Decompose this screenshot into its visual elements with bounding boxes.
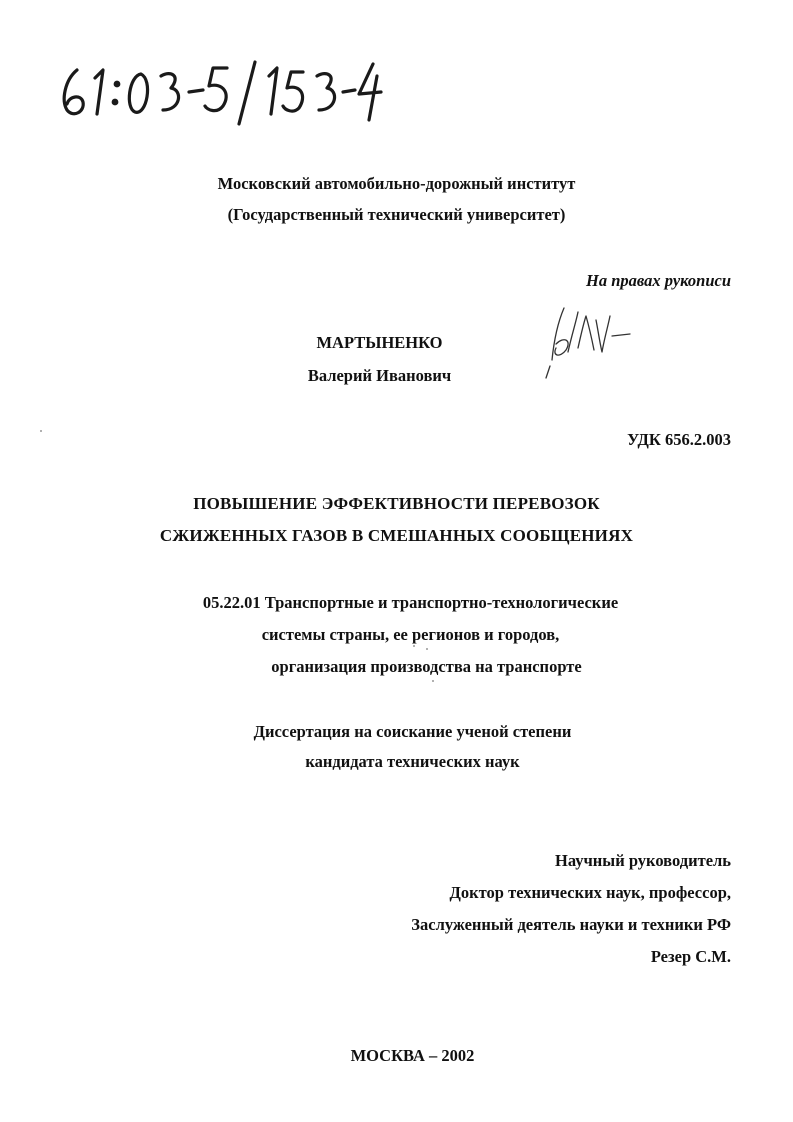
udk-code: УДК 656.2.003 [627, 430, 731, 449]
manuscript-note: На правах рукописи [586, 271, 731, 290]
degree-line-1: Диссертация на соискание ученой степени [253, 722, 572, 741]
supervisor-role: Научный руководитель [555, 851, 731, 870]
dissertation-title-line-1: ПОВЫШЕНИЕ ЭФФЕКТИВНОСТИ ПЕРЕВОЗОК [193, 494, 600, 513]
author-surname: МАРТЫНЕНКО [316, 333, 443, 352]
specialty-line-3: организация производства на транспорте [271, 657, 582, 676]
scan-speck [413, 645, 415, 647]
supervisor-degree: Доктор технических наук, профессор, [449, 883, 731, 902]
handwritten-archive-code [55, 58, 385, 128]
supervisor-honor: Заслуженный деятель науки и техники РФ [411, 915, 731, 934]
scan-speck [432, 680, 434, 682]
author-given-names: Валерий Иванович [307, 366, 452, 385]
supervisor-name: Резер С.М. [650, 947, 731, 966]
dissertation-title-line-2: СЖИЖЕННЫХ ГАЗОВ В СМЕШАННЫХ СООБЩЕНИЯХ [159, 526, 634, 545]
scan-speck [426, 648, 428, 650]
author-signature [538, 300, 648, 380]
institute-status: (Государственный технический университет) [227, 205, 566, 224]
scan-speck [40, 430, 42, 432]
city-year: МОСКВА – 2002 [350, 1046, 475, 1065]
specialty-line-1: 05.22.01 Транспортные и транспортно-технологические [202, 593, 619, 612]
specialty-line-2: системы страны, ее регионов и городов, [261, 625, 560, 644]
institute-name: Московский автомобильно-дорожный институт [217, 174, 576, 193]
degree-line-2: кандидата технических наук [305, 752, 520, 771]
